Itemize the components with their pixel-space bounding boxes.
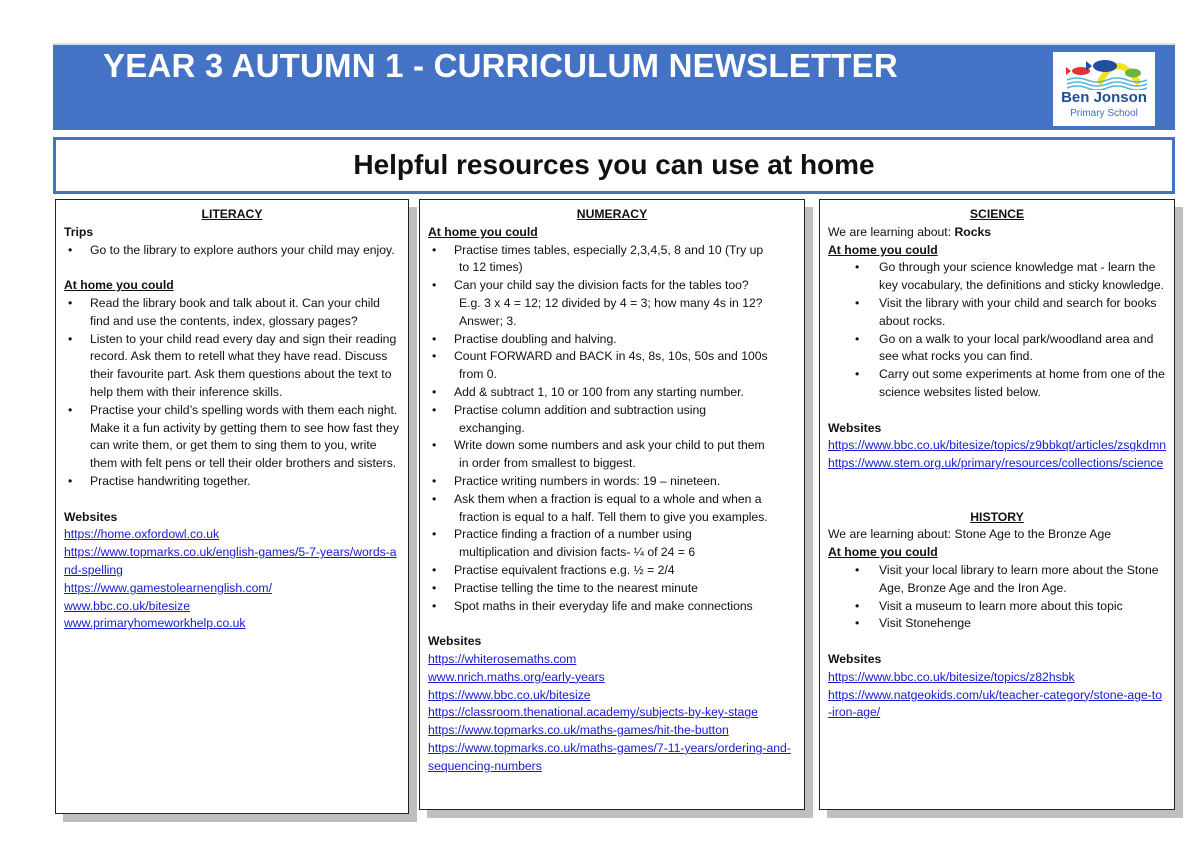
numeracy-title: NUMERACY xyxy=(576,207,648,221)
bullet-icon: • xyxy=(855,260,860,275)
list-item: • Listen to your child read every day and sign their reading record. Ask them to retell what they have read. Discuss their favourite part. Ask them questions about the text to help them with their inference skills. xyxy=(68,331,397,399)
list-item: • Practise doubling and halving. xyxy=(428,331,796,349)
bullet-icon: • xyxy=(432,278,437,293)
list-item: • Add & subtract 1, 10 or 100 from any starting number. xyxy=(428,384,796,402)
bullet-icon: • xyxy=(432,491,437,506)
website-link[interactable]: https://www.gamestolearnenglish.com/ xyxy=(64,580,272,595)
list-item: • Visit Stonehenge xyxy=(828,615,1166,633)
list-item: • Read the library book and talk about it. Can your child find and use the contents, index, glossary pages? xyxy=(68,295,380,328)
science-title: SCIENCE xyxy=(969,207,1025,221)
website-link[interactable]: https://www.bbc.co.uk/bitesize/topics/z82hsbk xyxy=(828,669,1075,684)
list-item: • Practise equivalent fractions e.g. ½ = 2/4 xyxy=(428,562,796,580)
bullet-icon: • xyxy=(432,242,437,257)
list-item: • Visit your local library to learn more about the Stone Age, Bronze Age and the Iron Age. xyxy=(855,562,1159,595)
bullet-icon: • xyxy=(68,331,73,346)
science-home-heading: At home you could xyxy=(828,242,938,257)
list-item: • Go to the library to explore authors your child may enjoy. xyxy=(64,242,400,260)
history-home-heading: At home you could xyxy=(828,545,938,560)
website-link[interactable]: www.bbc.co.uk/bitesize xyxy=(64,598,190,613)
numeracy-home-heading: At home you could xyxy=(428,224,538,239)
list-item: • Practise your child’s spelling words with them each night. Make it a fun activity by getting them to see how fast they can write them, or get them to sing them to you, write them with felt pens or tell their older brothers and sisters. xyxy=(68,402,399,471)
numeracy-websites-heading: Websites xyxy=(428,634,482,649)
website-link[interactable]: https://www.natgeokids.com/uk/teacher-category/stone-age-to-iron-age/ xyxy=(828,687,1162,720)
list-item: • Can your child say the division facts for the tables too? E.g. 3 x 4 = 12; 12 divided by 4 = 3; how many 4s in 12? Answer; 3. xyxy=(432,278,763,328)
bullet-icon: • xyxy=(432,349,437,364)
list-item: • Practise handwriting together. xyxy=(64,473,400,491)
science-websites-heading: Websites xyxy=(828,420,882,435)
science-learning: We are learning about: Rocks xyxy=(828,224,992,239)
website-link[interactable]: https://www.bbc.co.uk/bitesize xyxy=(428,687,591,702)
page-subtitle: Helpful resources you can use at home xyxy=(353,149,875,180)
bullet-icon: • xyxy=(855,331,860,346)
history-learning: We are learning about: Stone Age to the Bronze Age xyxy=(828,527,1111,542)
bullet-icon: • xyxy=(432,402,437,417)
list-item: • Practise column addition and subtraction using exchanging. xyxy=(432,402,707,435)
website-link[interactable]: https://home.oxfordowl.co.uk xyxy=(64,527,220,542)
website-link[interactable]: https://whiterosemaths.com xyxy=(428,651,577,666)
bullet-icon: • xyxy=(432,527,437,542)
list-item: • Spot maths in their everyday life and make connections xyxy=(428,598,796,616)
website-link[interactable]: https://classroom.thenational.academy/subjects-by-key-stage xyxy=(428,705,758,720)
numeracy-home-list xyxy=(428,242,796,616)
literacy-websites-heading: Websites xyxy=(64,509,118,524)
numeracy-panel xyxy=(419,199,805,810)
science-topic: Rocks xyxy=(954,224,992,239)
fish-wave-logo-icon xyxy=(1059,54,1149,90)
bullet-icon: • xyxy=(432,598,437,613)
logo-school-name: Ben Jonson xyxy=(1061,89,1147,106)
list-item: • Count FORWARD and BACK in 4s, 8s, 10s, 50s and 100s from 0. xyxy=(432,349,768,382)
bullet-icon: • xyxy=(855,295,860,310)
list-item: • Carry out some experiments at home from one of the science websites listed below. xyxy=(855,367,1165,399)
bullet-icon: • xyxy=(432,438,437,453)
website-link[interactable]: https://www.topmarks.co.uk/maths-games/hit-the-button xyxy=(428,723,729,738)
science-home-list xyxy=(828,259,1166,401)
website-link[interactable]: https://www.bbc.co.uk/bitesize/topics/z9bbkqt/articles/zsgkdmn xyxy=(828,438,1167,453)
list-item: • Practice finding a fraction of a number using multiplication and division facts- ¼ of 24 = 6 xyxy=(432,527,696,560)
history-home-list xyxy=(828,562,1166,633)
school-logo xyxy=(1053,52,1155,126)
bullet-icon: • xyxy=(68,473,73,488)
list-item: • Practise times tables, especially 2,3,4,5, 8 and 10 (Try up to 12 times) xyxy=(432,242,764,275)
bullet-icon: • xyxy=(432,580,437,595)
bullet-icon: • xyxy=(432,384,437,399)
literacy-title: LITERACY xyxy=(201,207,263,221)
newsletter-title: YEAR 3 AUTUMN 1 - CURRICULUM NEWSLETTER xyxy=(103,47,898,84)
website-link[interactable]: www.nrich.maths.org/early-years xyxy=(428,669,605,684)
history-title: HISTORY xyxy=(970,509,1024,524)
bullet-icon: • xyxy=(855,598,860,613)
list-item: • Go through your science knowledge mat - learn the key vocabulary, the definitions and sticky knowledge. xyxy=(855,260,1164,293)
website-link[interactable]: https://www.topmarks.co.uk/maths-games/7-11-years/ordering-and-sequencing-numbers xyxy=(428,740,791,773)
list-item: • Ask them when a fraction is equal to a whole and when a fraction is equal to a half. Tell them to give you examples. xyxy=(432,491,768,524)
list-item: • Write down some numbers and ask your child to put them in order from smallest to biggest. xyxy=(432,438,765,471)
list-item: • Go on a walk to your local park/woodland area and see what rocks you can find. xyxy=(855,331,1154,364)
bullet-icon: • xyxy=(432,331,437,346)
bullet-icon: • xyxy=(68,295,73,310)
list-item: • Visit the library with your child and search for books about rocks. xyxy=(855,295,1157,328)
history-websites-heading: Websites xyxy=(828,651,882,666)
science-history-panel xyxy=(819,199,1175,810)
list-item: • Practice writing numbers in words: 19 – nineteen. xyxy=(428,473,796,491)
subtitle-box xyxy=(53,137,1175,194)
trips-heading: Trips xyxy=(64,224,94,239)
bullet-icon: • xyxy=(68,242,73,257)
bullet-icon: • xyxy=(432,473,437,488)
bullet-icon: • xyxy=(432,562,437,577)
literacy-home-list xyxy=(64,295,400,491)
literacy-panel xyxy=(55,199,409,814)
website-link[interactable]: www.primaryhomeworkhelp.co.uk xyxy=(64,616,246,631)
trips-list xyxy=(64,242,400,260)
list-item: • Practise telling the time to the nearest minute xyxy=(428,580,796,598)
bullet-icon: • xyxy=(68,402,73,417)
website-link[interactable]: https://www.stem.org.uk/primary/resources/collections/science xyxy=(828,456,1164,471)
bullet-icon: • xyxy=(855,562,860,577)
website-link[interactable]: https://www.topmarks.co.uk/english-games/5-7-years/words-and-spelling xyxy=(64,545,397,577)
literacy-home-heading: At home you could xyxy=(64,278,174,293)
list-item: • Visit a museum to learn more about this topic xyxy=(828,598,1166,616)
logo-school-type: Primary School xyxy=(1070,108,1138,119)
bullet-icon: • xyxy=(855,616,860,631)
bullet-icon: • xyxy=(855,367,860,382)
